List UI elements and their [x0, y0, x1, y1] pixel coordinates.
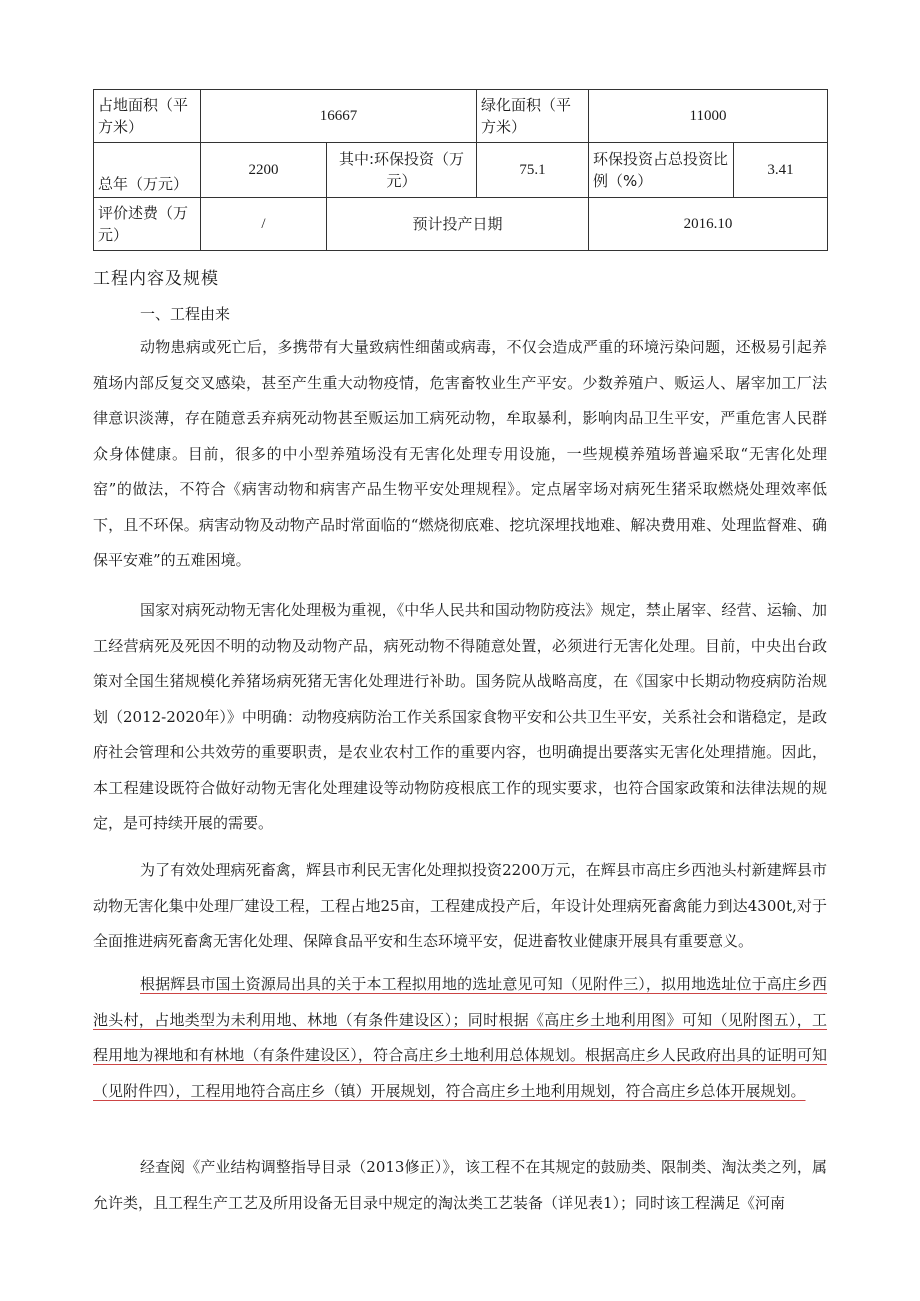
- underlined-text: 根据辉县市国土资源局出具的关于本工程拟用地的选址意见可知（见附件三），拟用地选址位于高庄乡西池头村，占地类型为未利用地、林地（有条件建设区）；同时根据《高庄乡土地利用图》可知（见附图五），工程用地为裸地和有林地（有条件建设区），符合高庄乡土地利用总体规划。根据高庄乡人民政府出具的证明可知（见附件四），工程用地符合高庄乡（镇）开展规划，符合高庄乡土地利用规划，符合高庄乡总体开展规划。: [93, 975, 827, 1100]
- paragraph-origin: 动物患病或死亡后，多携带有大量致病性细菌或病毒，不仅会造成严重的环境污染问题，还极易引起养殖场内部反复交叉感染，甚至产生重大动物疫情，危害畜牧业生产平安。少数养殖户、贩运人、屠宰加工厂法律意识淡薄，存在随意丢弃病死动物甚至贩运加工病死动物，牟取暴利，影响肉品卫生平安，严重危害人民群众身体健康。目前，很多的中小型养殖场没有无害化处理专用设施，一些规模养殖场普遍采取“无害化处理窑”的做法，不符合《病害动物和病害产品生物平安处理规程》。定点屠宰场对病死生猪采取燃烧处理效率低下，且不环保。病害动物及动物产品时常面临的“燃烧彻底难、挖坑深埋找地难、解决费用难、处理监督难、确保平安难”的五难困境。: [93, 338, 827, 569]
- green-area-label: 绿化面积（平方米）: [477, 90, 589, 143]
- green-area-value: 11000: [589, 90, 828, 143]
- paragraph-investment: 为了有效处理病死畜禽，辉县市利民无害化处理拟投资2200万元，在辉县市高庄乡西池头村新建辉县市动物无害化集中处理厂建设工程，工程占地25亩，工程建成投产后，年设计处理病死畜禽能力到达4300t,对于全面推进病死畜禽无害化处理、保障食品平安和生态环境平安，促进畜牧业健康开展具有重要意义。: [93, 861, 827, 950]
- total-investment-value: 2200: [201, 143, 327, 198]
- section-title: 工程内容及规模: [93, 269, 219, 289]
- operation-date-label: 预计投产日期: [327, 198, 589, 251]
- paragraph-industry-policy: 经查阅《产业结构调整指导目录（2013修正）》，该工程不在其规定的鼓励类、限制类、淘汰类之列，属允许类，且工程生产工艺及所用设备无目录中规定的淘汰类工艺装备（详见表1）；同时该工程满足《河南: [93, 1158, 827, 1212]
- operation-date-value: 2016.10: [589, 198, 828, 251]
- paragraph-site-selection: [93, 967, 827, 1109]
- env-ratio-label: 环保投资占总投资比例（%）: [589, 143, 734, 198]
- eval-fee-value: /: [201, 198, 327, 251]
- env-investment-label: 其中:环保投资（万元）: [327, 143, 477, 198]
- table-row: [94, 90, 828, 143]
- total-investment-label: 总年（万元）: [94, 143, 201, 198]
- table-row: [94, 198, 828, 251]
- paragraph-policy: 国家对病死动物无害化处理极为重视，《中华人民共和国动物防疫法》规定，禁止屠宰、经营、运输、加工经营病死及死因不明的动物及动物产品，病死动物不得随意处置，必须进行无害化处理。目前，中央出台政策对全国生猪规模化养猪场病死猪无害化处理进行补助。国务院从战略高度，在《国家中长期动物疫病防治规划（2012-2020年）》中明确：动物疫病防治工作关系国家食物平安和公共卫生平安，关系社会和谐稳定，是政府社会管理和公共效劳的重要职责，是农业农村工作的重要内容，也明确提出要落实无害化处理措施。因此，本工程建设既符合做好动物无害化处理建设等动物防疫根底工作的现实要求，也符合国家政策和法律法规的规定，是可持续开展的需要。: [93, 601, 827, 832]
- env-investment-value: 75.1: [477, 143, 589, 198]
- land-area-value: 16667: [201, 90, 477, 143]
- eval-fee-label: 评价述费（万元）: [94, 198, 201, 251]
- project-info-table: [93, 89, 828, 251]
- table-row: [94, 143, 828, 198]
- land-area-label: 占地面积（平方米）: [94, 90, 201, 143]
- env-ratio-value: 3.41: [734, 143, 828, 198]
- subsection-title: 一、工程由来: [140, 305, 231, 323]
